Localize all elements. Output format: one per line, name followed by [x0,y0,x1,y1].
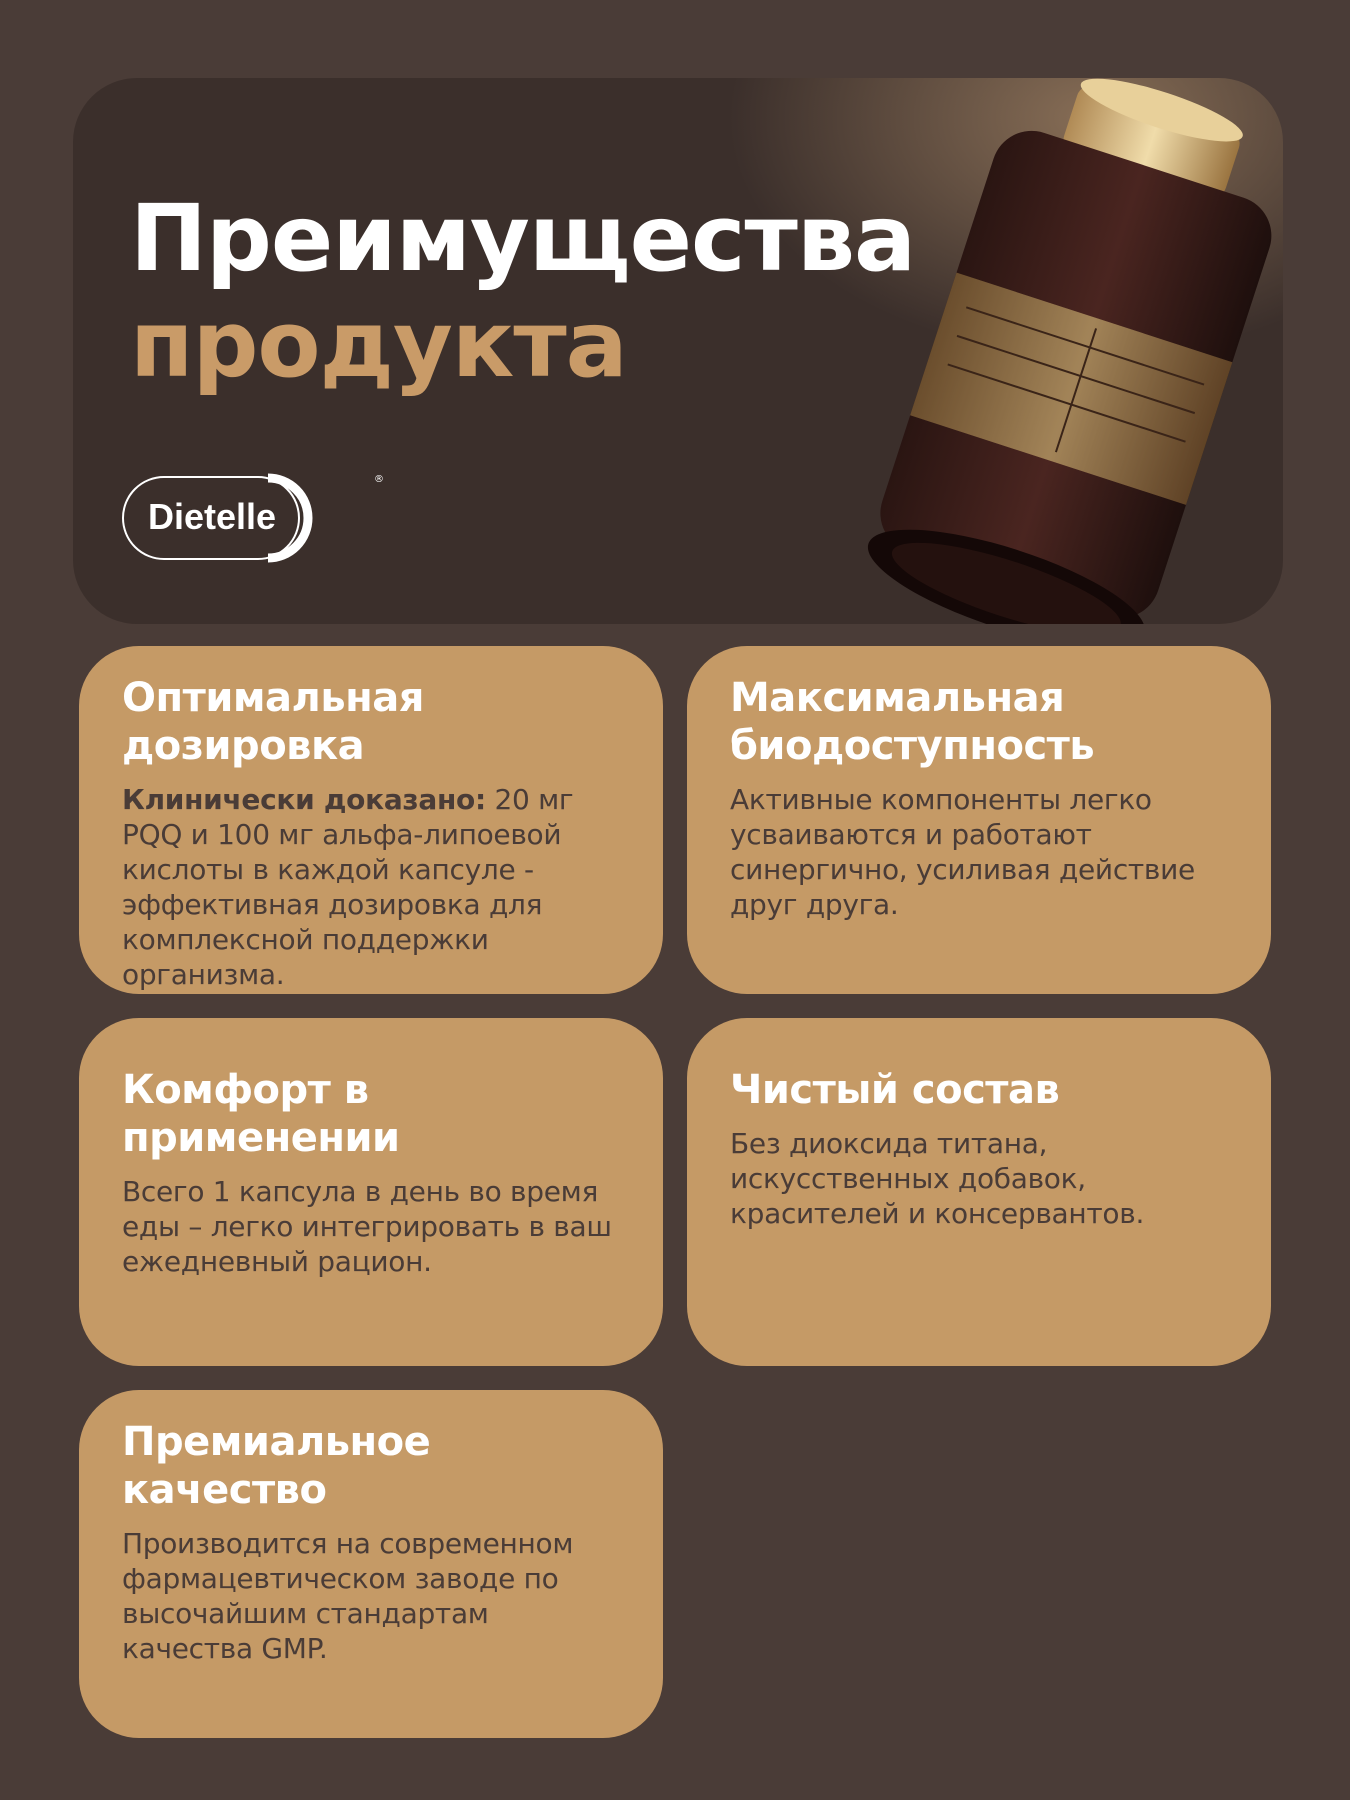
title-line-2: продукта [130,291,627,398]
card-text-bold: Клинически доказано: [122,783,486,816]
page-title [130,186,915,398]
hero-banner [73,78,1283,624]
registered-mark: ® [374,474,384,485]
title-line-1: Преимущества [130,185,916,292]
card-title: Оптимальная дозировка [122,675,424,769]
card-text-body: 20 мг PQQ и 100 мг альфа-липоевой кислоты в каждой капсуле - эффективная дозировка для комплексной поддержки организма. [122,783,574,991]
card-optimal-dosage [79,646,663,994]
logo-text: Dietelle [148,496,277,537]
card-max-bioavailability [687,646,1271,994]
card-title: Максимальная биодоступность [730,675,1095,769]
card-text: Всего 1 капсула в день во время еды – легко интегрировать в ваш ежедневный рацион. [122,1175,612,1278]
card-title: Премиальное качество [122,1419,431,1513]
card-comfort-of-use [79,1018,663,1366]
card-text [122,782,623,992]
card-premium-quality [79,1390,663,1738]
dietelle-logo [122,474,384,564]
card-text: Без диоксида титана, искусственных добавок, красителей и консервантов. [730,1127,1145,1230]
card-text: Производится на современном фармацевтическом заводе по высочайшим стандартам качества GMP. [122,1527,574,1665]
supplement-bottle-image [833,78,1283,624]
card-text: Активные компоненты легко усваиваются и работают синергично, усиливая действие друг друга. [730,783,1195,921]
card-title: Чистый состав [730,1067,1060,1113]
card-clean-composition [687,1018,1271,1366]
card-title: Комфорт в применении [122,1067,400,1161]
